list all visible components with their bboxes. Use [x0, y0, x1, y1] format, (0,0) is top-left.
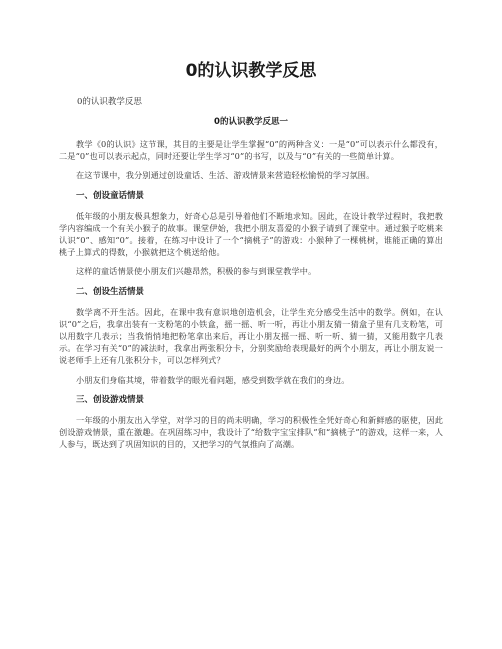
intro-paragraph: 在这节课中，我分别通过创设童话、生活、游戏情景来营造轻松愉悦的学习氛围。 [76, 170, 375, 181]
section-heading: 三、创设游戏情景 [76, 394, 145, 405]
intro-paragraph: 教学《0的认识》这节课，其目的主要是让学生掌握“0”的两种含义：一是“0”可以表示什么都没有，二是“0”也可以表示起点，同时还要让学生学习“0”的书写，以及与“0”有关的一些简单计算。 [59, 139, 443, 162]
section-paragraph: 一年级的小朋友出入学堂，对学习的目的尚未明确，学习的积极性全凭好奇心和新鲜感的驱使，因此创设游戏情景，重在激趣。在巩固练习中，我设计了“给数字宝宝排队”和“摘桃子”的游戏，这样一来，人人参与，既达到了巩固知识的目的，又把学习的气氛推向了高潮。 [59, 414, 443, 450]
section-heading: 一、创设童话情景 [76, 190, 145, 201]
document-subtitle: 0的认识教学反思 [77, 97, 142, 107]
section-paragraph: 低年级的小朋友极具想象力，好奇心总是引导着他们不断地求知。因此，在设计教学过程时，我把教学内容编成一个有关小猴子的故事。课堂伊始，我把小朋友喜爱的小猴子请到了课堂中。通过猴子吃桃来认识“0”、感知“0”。接着，在练习中设计了一个“摘桃子”的游戏：小猴种了一棵桃树，谁能正确的算出桃子上算式的得数，小猴就把这个桃送给他。 [59, 210, 443, 258]
section-heading: 二、创设生活情景 [76, 286, 145, 297]
section-paragraph: 数学离不开生活。因此，在课中我有意识地创造机会，让学生充分感受生活中的数学。例如，在认识“0”之后，我拿出装有一支粉笔的小铁盒，摇一摇、听一听，再让小朋友猜一猜盒子里有几支粉笔，可以用数字几表示；当我悄悄地把粉笔拿出来后，再让小朋友摇一摇、听一听、猜一猜，又能用数字几表示。在学习有关“0”的减法时，我拿出两张积分卡，分别奖励给表现最好的两个小朋友，再让小朋友说一说老师手上还有几张积分卡，可以怎样列式？ [59, 306, 443, 366]
section-paragraph: 这样的童话情景使小朋友们兴趣昂然，积极的参与到课堂教学中。 [76, 266, 317, 277]
section-paragraph: 小朋友们身临其境，带着数学的眼光看问题，感受到数学就在我们的身边。 [76, 374, 350, 385]
section-title: 0的认识教学反思一 [214, 117, 288, 127]
document-title: 0的认识教学反思 [185, 61, 317, 81]
